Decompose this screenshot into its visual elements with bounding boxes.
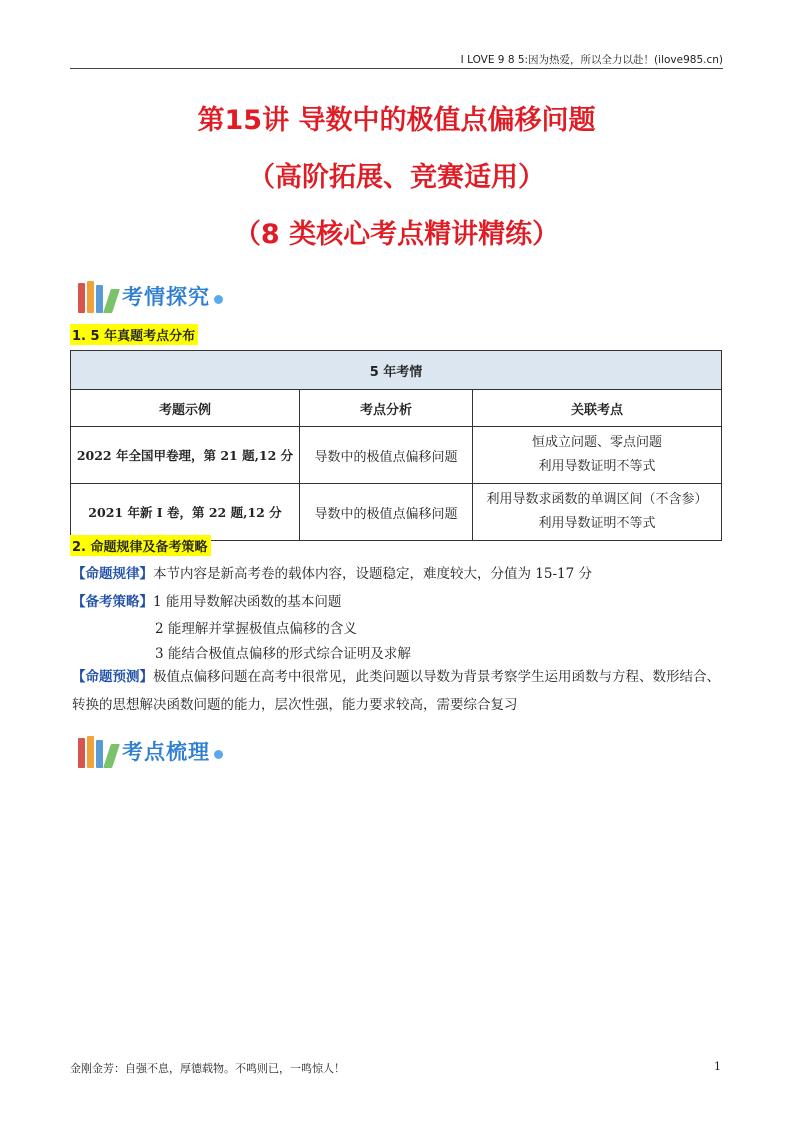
table-cell-example: 2021 年新 I 卷，第 22 题,12 分	[71, 484, 300, 541]
section-heading-kaoqing	[78, 278, 223, 314]
subheading-distribution: 1. 5 年真题考点分布	[70, 324, 198, 345]
rule-tag: 【命题规律】	[72, 566, 153, 582]
strategy-item: 3 能结合极值点偏移的形式综合证明及求解	[155, 646, 411, 662]
strategy-tag: 【备考策略】	[72, 594, 153, 610]
dot-icon	[214, 750, 223, 759]
predict-tag: 【命题预测】	[72, 669, 153, 685]
dot-icon	[214, 295, 223, 304]
predict-text: 极值点偏移问题在高考中很常见，此类问题以导数为背景考察学生运用函数与方程、数形结合、转换的思想解决函数问题的能力，层次性强，能力要求较高，需要综合复习	[72, 669, 720, 713]
section-heading-kaodian	[78, 733, 223, 769]
related-item: 恒成立问题、零点问题	[531, 435, 662, 450]
table-header: 考题示例	[71, 390, 300, 427]
table-row	[71, 427, 722, 484]
title-line-1: 第15讲 导数中的极值点偏移问题	[197, 105, 596, 136]
title-line-3: （8 类核心考点精讲精练）	[233, 219, 560, 250]
table-caption: 5 年考情	[71, 351, 722, 390]
table-cell-example: 2022 年全国甲卷理，第 21 题,12 分	[71, 427, 300, 484]
section-label: 考情探究	[122, 285, 210, 309]
page-header-text: I LOVE 9 8 5:因为热爱，所以全力以赴！(ilove985.cn)	[460, 54, 723, 66]
table-header: 考点分析	[300, 390, 473, 427]
strategy-paragraph	[72, 590, 341, 610]
related-item: 利用导数求函数的单调区间（不含参）	[486, 492, 708, 507]
rule-paragraph	[72, 562, 592, 582]
related-item: 利用导数证明不等式	[538, 516, 656, 531]
strategy-item: 1 能用导数解决函数的基本问题	[153, 594, 342, 610]
table-cell-related	[473, 427, 722, 484]
books-icon	[78, 734, 118, 768]
footer-motto: 金刚金芳：自强不息，厚德载物。不鸣则已，一鸣惊人！	[70, 1062, 345, 1075]
table-cell-analysis: 导数中的极值点偏移问题	[300, 427, 473, 484]
table-cell-related	[473, 484, 722, 541]
subheading-strategy: 2. 命题规律及备考策略	[70, 535, 211, 556]
related-item: 利用导数证明不等式	[538, 459, 656, 474]
books-icon	[78, 279, 118, 313]
rule-text: 本节内容是新高考卷的载体内容，设题稳定，难度较大，分值为 15-17 分	[153, 566, 592, 582]
page-number: 1	[714, 1060, 721, 1073]
table-row	[71, 484, 722, 541]
exam-table	[70, 350, 722, 541]
strategy-item: 2 能理解并掌握极值点偏移的含义	[155, 621, 357, 637]
section-label: 考点梳理	[122, 740, 210, 764]
header-rule	[70, 68, 723, 69]
predict-paragraph	[72, 663, 722, 719]
table-cell-analysis: 导数中的极值点偏移问题	[300, 484, 473, 541]
table-header: 关联考点	[473, 390, 722, 427]
title-line-2: （高阶拓展、竞赛适用）	[248, 162, 545, 193]
